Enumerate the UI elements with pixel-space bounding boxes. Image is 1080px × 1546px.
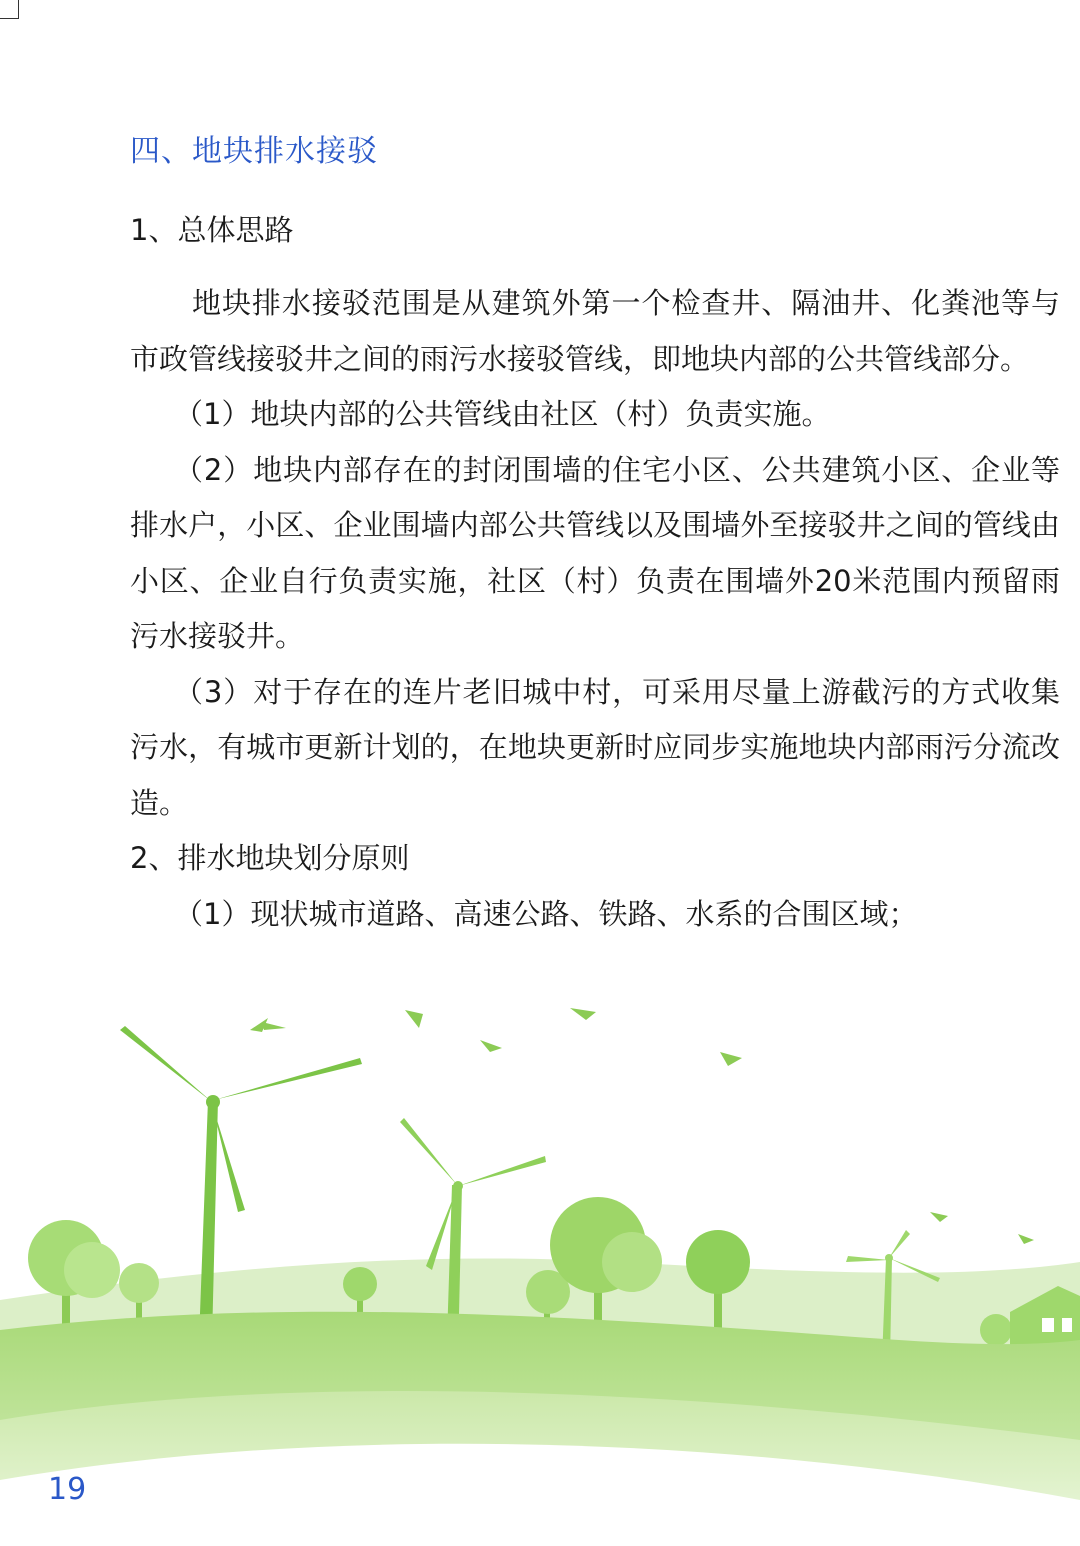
paragraph-item-1: （1）地块内部的公共管线由社区（村）负责实施。 <box>174 397 831 431</box>
section-heading: 四、地块排水接驳 <box>130 134 378 169</box>
bird-icon <box>405 1010 435 1028</box>
crop-mark-top-left <box>0 0 19 19</box>
bird-icon <box>250 1018 286 1032</box>
bird-icon <box>480 1040 502 1060</box>
wind-turbine-landscape-illustration <box>0 1000 1080 1546</box>
bird-icon <box>570 1008 596 1020</box>
body-text <box>130 276 1060 942</box>
page-number: 19 <box>48 1472 87 1507</box>
bird-icon <box>1018 1234 1034 1244</box>
subheading-division-principles: 2、排水地块划分原则 <box>130 841 410 875</box>
paragraph-principle-1: （1）现状城市道路、高速公路、铁路、水系的合围区域； <box>174 896 918 931</box>
birds <box>250 1008 1034 1244</box>
subheading-overall-approach: 1、总体思路 <box>130 213 294 247</box>
bird-icon <box>720 1052 742 1066</box>
bird-icon <box>930 1212 948 1222</box>
paragraph-item-3: （3）对于存在的连片老旧城中村，可采用尽量上游截污的方式收集污水，有城市更新计划的，在地块更新时应同步实施地块内部雨污分流改造。 <box>130 674 1060 820</box>
paragraph-item-2: （2）地块内部存在的封闭围墙的住宅小区、公共建筑小区、企业等排水户，小区、企业围墙内部公共管线以及围墙外至接驳井之间的管线由小区、企业自行负责实施，社区（村）负责在围墙外20米范围内预留雨污水接驳井。 <box>130 452 1060 653</box>
paragraph-scope: 地块排水接驳范围是从建筑外第一个检查井、隔油井、化粪池等与市政管线接驳井之间的雨污水接驳管线，即地块内部的公共管线部分。 <box>130 286 1060 376</box>
